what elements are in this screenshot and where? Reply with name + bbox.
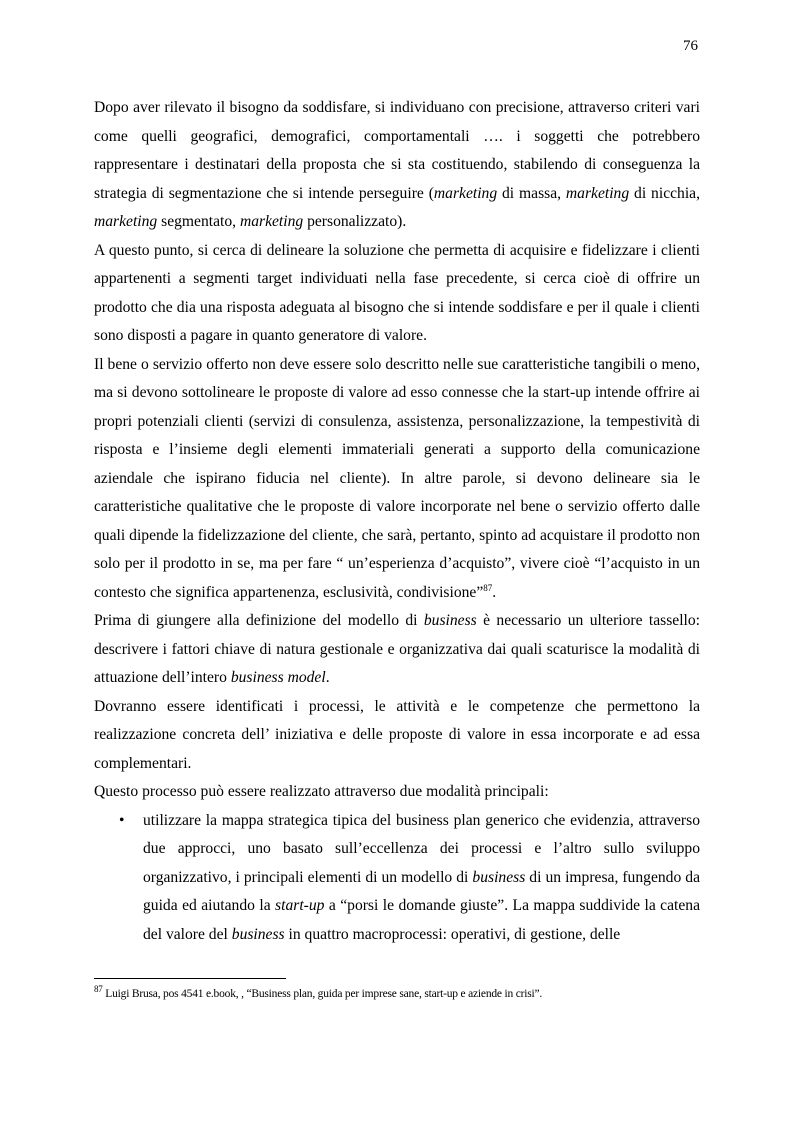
body-text	[94, 94, 700, 949]
footnote-number: 87	[94, 984, 103, 995]
footnote-text: Luigi Brusa, pos 4541 e.book, , “Business plan, guida per imprese sane, start-up e aziende in crisi”.	[102, 988, 543, 1000]
paragraph: Questo processo può essere realizzato attraverso due modalità principali:	[94, 783, 549, 800]
bullet-icon: •	[119, 811, 125, 829]
page-number: 76	[683, 38, 698, 54]
paragraph: Dopo aver rilevato il bisogno da soddisfare, si individuano con precisione, attraverso criteri vari come quelli geografici, demografici, comportamentali …. i soggetti che potrebbero rappresentare i destinatari della proposta che si sta costituendo, stabilendo di conseguenza la strategia di segmentazione che si intende perseguire (marketing di massa, marketing di nicchia, marketing segmentato, marketing personalizzato).	[94, 99, 700, 230]
footnote-ref: 87	[483, 582, 493, 593]
list-item: • utilizzare la mappa strategica tipica del business plan generico che evidenzia, attraverso due approcci, uno basato sull’eccellenza dei processi e l’altro sullo sviluppo organizzativo, i principali elementi di un modello di business di un impresa, fungendo da guida ed aiutando la start-up a “porsi le domande giuste”. La mappa suddivide la catena del valore del business in quattro macroprocessi: operativi, di gestione, delle	[143, 807, 700, 950]
paragraph: Dovranno essere identificati i processi, le attività e le competenze che permettono la realizzazione concreta dell’ iniziativa e delle proposte di valore in essa incorporate e ad essa complementari.	[94, 697, 700, 772]
paragraph: A questo punto, si cerca di delineare la soluzione che permetta di acquisire e fidelizzare i clienti appartenenti a segmenti target individuati nella fase precedente, si cerca cioè di offrire un prodotto che dia una risposta adeguata al bisogno che si intende soddisfare e per il quale i clienti sono disposti a pagare in quanto generatore di valore.	[94, 241, 700, 344]
paragraph: Il bene o servizio offerto non deve essere solo descritto nelle sue caratteristiche tangibili o meno, ma si devono sottolineare le proposte di valore ad esso connesse che la start-up intende offrire ai propri potenziali clienti (servizi di consulenza, assistenza, personalizzazione, la tempestività di risposta e l’insieme degli elementi immateriali generati a supporto della comunicazione aziendale che ispirano fiducia nel cliente). In altre parole, si devono delineare sia le caratteristiche qualitative che le proposte di valore incorporate nel bene o servizio offerto dalle quali dipende la fidelizzazione del cliente, che sarà, pertanto, spinto ad acquistare il prodotto non solo per il prodotto in se, ma per fare “ un’esperienza d’acquisto”, vivere cioè “l’acquisto in un contesto che significa appartenenza, esclusività, condivisione”$^{87}$.	[94, 355, 700, 601]
footnote	[94, 986, 700, 1002]
bullet-list	[94, 807, 700, 950]
footnote-divider	[94, 978, 286, 979]
paragraph: Prima di giungere alla definizione del modello di business è necessario un ulteriore tassello: descrivere i fattori chiave di natura gestionale e organizzativa dai quali scaturisce la modalità di attuazione dell’intero business model.	[94, 612, 700, 686]
